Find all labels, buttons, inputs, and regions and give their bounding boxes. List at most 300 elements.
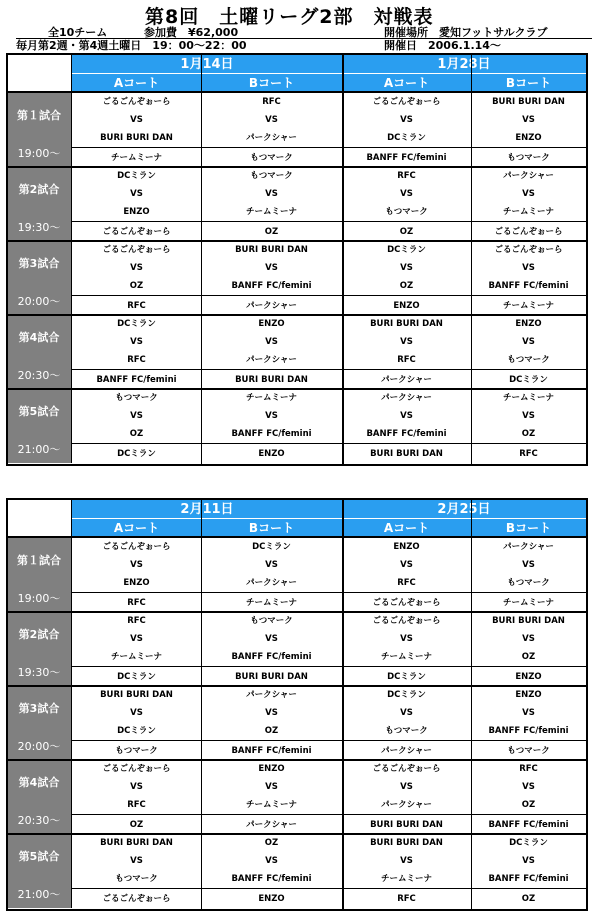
home-team: RFC bbox=[519, 764, 538, 774]
referee-team: パークシャー bbox=[246, 301, 297, 311]
date-header: 2月25日 bbox=[342, 500, 586, 519]
away-team: OZ bbox=[264, 726, 279, 736]
referee-team: ごるごんぞぉーら bbox=[494, 227, 563, 237]
referee-team: RFC bbox=[127, 598, 146, 608]
match-cell bbox=[342, 686, 471, 760]
away-team: パークシャー bbox=[246, 355, 297, 365]
home-team: BURI BURI DAN bbox=[370, 838, 443, 848]
cell-rule bbox=[201, 443, 342, 444]
vs-label: VS bbox=[400, 856, 413, 866]
away-team: チームミーナ bbox=[245, 800, 297, 810]
vs-label: VS bbox=[130, 856, 143, 866]
vs-label: VS bbox=[265, 634, 278, 644]
away-team: もつマーク bbox=[507, 355, 550, 365]
away-team: OZ bbox=[399, 281, 414, 291]
away-team: BANFF FC/femini bbox=[231, 281, 312, 291]
away-team: ENZO bbox=[123, 578, 150, 588]
match-cell bbox=[72, 612, 201, 686]
referee-team: チームミーナ bbox=[502, 301, 554, 311]
away-team: パークシャー bbox=[246, 578, 297, 588]
home-team: パークシャー bbox=[246, 690, 297, 700]
referee-team: DCミラン bbox=[387, 672, 426, 682]
home-team: ごるごんぞぉーら bbox=[102, 97, 171, 107]
referee-team: OZ bbox=[264, 227, 279, 237]
referee-team: RFC bbox=[127, 301, 146, 311]
cell-rule bbox=[201, 592, 342, 593]
away-team: BANFF FC/femini bbox=[366, 429, 447, 439]
referee-team: パークシャー bbox=[381, 375, 432, 385]
vs-label: VS bbox=[522, 782, 535, 792]
vs-label: VS bbox=[130, 782, 143, 792]
match-cell bbox=[201, 389, 342, 463]
cell-rule bbox=[72, 666, 201, 667]
cell-rule bbox=[471, 740, 586, 741]
row-separator bbox=[8, 314, 586, 316]
cell-rule bbox=[72, 369, 201, 370]
home-team: DCミラン bbox=[387, 245, 426, 255]
cell-rule bbox=[342, 221, 471, 222]
home-team: パークシャー bbox=[381, 393, 432, 403]
cell-rule bbox=[342, 740, 471, 741]
table-corner bbox=[8, 55, 72, 93]
cell-rule bbox=[342, 295, 471, 296]
match-slot-label bbox=[8, 241, 72, 315]
vs-label: VS bbox=[130, 634, 143, 644]
away-team: OZ bbox=[129, 429, 144, 439]
home-team: BURI BURI DAN bbox=[492, 97, 565, 107]
match-number: 第3試合 bbox=[18, 257, 60, 270]
vs-label: VS bbox=[265, 189, 278, 199]
away-team: もつマーク bbox=[507, 578, 550, 588]
away-team: OZ bbox=[521, 652, 536, 662]
cell-rule bbox=[342, 888, 471, 889]
home-team: DCミラン bbox=[387, 690, 426, 700]
page-title: 第8回 土曜リーグ2部 対戦表 bbox=[145, 6, 434, 28]
match-cell bbox=[201, 167, 342, 241]
match-time: 19:00～ bbox=[17, 147, 61, 160]
match-cell bbox=[342, 612, 471, 686]
referee-team: BANFF FC/femini bbox=[96, 375, 177, 385]
court-header: Bコート bbox=[471, 74, 586, 93]
match-cell bbox=[342, 760, 471, 834]
cell-rule bbox=[201, 147, 342, 148]
match-cell bbox=[72, 93, 201, 167]
home-team: ENZO bbox=[515, 319, 542, 329]
court-header: Aコート bbox=[72, 74, 201, 93]
away-team: BANFF FC/femini bbox=[488, 281, 569, 291]
match-time: 20:30～ bbox=[17, 369, 61, 382]
home-team: もつマーク bbox=[250, 171, 293, 181]
vs-label: VS bbox=[130, 411, 143, 421]
cell-rule bbox=[201, 888, 342, 889]
header-rule bbox=[16, 38, 334, 39]
vs-label: VS bbox=[265, 856, 278, 866]
match-time: 19:30～ bbox=[17, 221, 61, 234]
match-cell bbox=[201, 686, 342, 760]
home-team: パークシャー bbox=[503, 542, 554, 552]
home-team: チームミーナ bbox=[245, 393, 297, 403]
cell-rule bbox=[471, 666, 586, 667]
row-separator bbox=[8, 833, 586, 835]
cell-rule bbox=[471, 147, 586, 148]
row-separator bbox=[8, 685, 586, 687]
home-team: もつマーク bbox=[115, 393, 158, 403]
away-team: チームミーナ bbox=[380, 874, 432, 884]
match-cell bbox=[72, 834, 201, 908]
cell-rule bbox=[72, 295, 201, 296]
match-number: 第2試合 bbox=[18, 183, 60, 196]
away-team: ENZO bbox=[123, 207, 150, 217]
match-cell bbox=[471, 612, 586, 686]
cell-rule bbox=[471, 221, 586, 222]
home-team: DCミラン bbox=[509, 838, 548, 848]
away-team: RFC bbox=[397, 355, 416, 365]
row-separator bbox=[8, 388, 586, 390]
cell-rule bbox=[471, 369, 586, 370]
match-cell bbox=[471, 834, 586, 908]
referee-team: RFC bbox=[519, 449, 538, 459]
match-cell bbox=[201, 241, 342, 315]
vs-label: VS bbox=[400, 782, 413, 792]
match-cell bbox=[72, 315, 201, 389]
table-corner bbox=[8, 500, 72, 538]
date-header: 1月14日 bbox=[72, 55, 342, 74]
referee-team: OZ bbox=[399, 227, 414, 237]
cell-rule bbox=[72, 888, 201, 889]
vs-label: VS bbox=[265, 337, 278, 347]
column-separator bbox=[471, 55, 472, 464]
away-team: チームミーナ bbox=[380, 652, 432, 662]
match-cell bbox=[201, 834, 342, 908]
cell-rule bbox=[471, 888, 586, 889]
start-date-info: 開催日 2006.1.14～ bbox=[384, 39, 501, 52]
match-cell bbox=[72, 241, 201, 315]
vs-label: VS bbox=[265, 263, 278, 273]
match-cell bbox=[342, 315, 471, 389]
schedule-info: 毎月第2週・第4週土曜日 19：00～22：00 bbox=[16, 39, 247, 52]
referee-team: OZ bbox=[521, 894, 536, 904]
referee-team: DCミラン bbox=[117, 672, 156, 682]
match-time: 20:00～ bbox=[17, 295, 61, 308]
vs-label: VS bbox=[265, 115, 278, 125]
vs-label: VS bbox=[130, 708, 143, 718]
match-cell bbox=[342, 834, 471, 908]
cell-rule bbox=[72, 221, 201, 222]
match-number: 第4試合 bbox=[18, 331, 60, 344]
match-time: 21:00～ bbox=[17, 888, 61, 901]
vs-label: VS bbox=[400, 634, 413, 644]
court-header: Aコート bbox=[72, 519, 201, 538]
schedule-table-february bbox=[6, 498, 588, 911]
vs-label: VS bbox=[522, 708, 535, 718]
vs-label: VS bbox=[522, 856, 535, 866]
row-separator bbox=[8, 759, 586, 761]
away-team: OZ bbox=[521, 800, 536, 810]
cell-rule bbox=[201, 221, 342, 222]
vs-label: VS bbox=[130, 189, 143, 199]
referee-team: ENZO bbox=[258, 449, 285, 459]
home-team: ごるごんぞぉーら bbox=[102, 245, 171, 255]
vs-label: VS bbox=[265, 708, 278, 718]
away-team: BANFF FC/femini bbox=[231, 874, 312, 884]
referee-team: ごるごんぞぉーら bbox=[102, 227, 171, 237]
column-separator bbox=[342, 55, 344, 464]
home-team: DCミラン bbox=[117, 319, 156, 329]
referee-team: ENZO bbox=[393, 301, 420, 311]
cell-rule bbox=[471, 443, 586, 444]
match-cell bbox=[342, 93, 471, 167]
home-team: RFC bbox=[397, 171, 416, 181]
home-team: BURI BURI DAN bbox=[100, 838, 173, 848]
away-team: RFC bbox=[127, 355, 146, 365]
vs-label: VS bbox=[265, 560, 278, 570]
referee-team: もつマーク bbox=[507, 746, 550, 756]
match-slot-label bbox=[8, 93, 72, 167]
vs-label: VS bbox=[522, 115, 535, 125]
away-team: もつマーク bbox=[115, 874, 158, 884]
referee-team: パークシャー bbox=[246, 820, 297, 830]
cell-rule bbox=[72, 147, 201, 148]
away-team: もつマーク bbox=[385, 726, 428, 736]
away-team: DCミラン bbox=[387, 133, 426, 143]
referee-team: BANFF FC/femini bbox=[366, 153, 447, 163]
home-team: ごるごんぞぉーら bbox=[372, 764, 441, 774]
cell-rule bbox=[72, 814, 201, 815]
match-cell bbox=[471, 760, 586, 834]
away-team: パークシャー bbox=[246, 133, 297, 143]
away-team: BURI BURI DAN bbox=[100, 133, 173, 143]
away-team: OZ bbox=[521, 429, 536, 439]
match-cell bbox=[72, 538, 201, 612]
schedule-table-january bbox=[6, 53, 588, 466]
referee-team: ごるごんぞぉーら bbox=[102, 894, 171, 904]
match-cell bbox=[201, 538, 342, 612]
vs-label: VS bbox=[265, 411, 278, 421]
entry-fee: 参加費 ¥62,000 bbox=[144, 26, 239, 39]
match-cell bbox=[72, 760, 201, 834]
vs-label: VS bbox=[522, 263, 535, 273]
referee-team: DCミラン bbox=[117, 449, 156, 459]
home-team: チームミーナ bbox=[502, 393, 554, 403]
referee-team: OZ bbox=[129, 820, 144, 830]
match-cell bbox=[201, 760, 342, 834]
home-team: パークシャー bbox=[503, 171, 554, 181]
home-team: ごるごんぞぉーら bbox=[372, 97, 441, 107]
referee-team: RFC bbox=[397, 894, 416, 904]
match-cell bbox=[471, 167, 586, 241]
away-team: OZ bbox=[129, 281, 144, 291]
away-team: パークシャー bbox=[381, 800, 432, 810]
home-team: BURI BURI DAN bbox=[370, 319, 443, 329]
match-slot-label bbox=[8, 612, 72, 686]
cell-rule bbox=[342, 666, 471, 667]
match-cell bbox=[201, 612, 342, 686]
match-cell bbox=[342, 389, 471, 463]
home-team: ENZO bbox=[258, 319, 285, 329]
home-team: ENZO bbox=[393, 542, 420, 552]
referee-team: ENZO bbox=[258, 894, 285, 904]
referee-team: BANFF FC/femini bbox=[488, 820, 569, 830]
referee-team: チームミーナ bbox=[245, 598, 297, 608]
vs-label: VS bbox=[522, 411, 535, 421]
home-team: ごるごんぞぉーら bbox=[494, 245, 563, 255]
match-time: 20:30～ bbox=[17, 814, 61, 827]
cell-rule bbox=[72, 443, 201, 444]
cell-rule bbox=[471, 592, 586, 593]
home-team: DCミラン bbox=[117, 171, 156, 181]
vs-label: VS bbox=[522, 634, 535, 644]
match-number: 第１試合 bbox=[17, 109, 61, 122]
match-cell bbox=[201, 315, 342, 389]
vs-label: VS bbox=[400, 411, 413, 421]
vs-label: VS bbox=[400, 560, 413, 570]
vs-label: VS bbox=[522, 560, 535, 570]
away-team: チームミーナ bbox=[110, 652, 162, 662]
referee-team: BURI BURI DAN bbox=[370, 449, 443, 459]
row-separator bbox=[8, 166, 586, 168]
home-team: ENZO bbox=[515, 690, 542, 700]
match-slot-label bbox=[8, 760, 72, 834]
cell-rule bbox=[201, 666, 342, 667]
cell-rule bbox=[201, 814, 342, 815]
cell-rule bbox=[342, 147, 471, 148]
away-team: ENZO bbox=[515, 133, 542, 143]
referee-team: BURI BURI DAN bbox=[235, 375, 308, 385]
match-cell bbox=[471, 241, 586, 315]
cell-rule bbox=[201, 740, 342, 741]
home-team: RFC bbox=[127, 616, 146, 626]
cell-rule bbox=[471, 295, 586, 296]
vs-label: VS bbox=[130, 263, 143, 273]
match-cell bbox=[471, 93, 586, 167]
court-header: Aコート bbox=[342, 74, 471, 93]
column-separator bbox=[201, 500, 202, 909]
cell-rule bbox=[342, 369, 471, 370]
match-number: 第3試合 bbox=[18, 702, 60, 715]
date-header: 1月28日 bbox=[342, 55, 586, 74]
match-cell bbox=[72, 686, 201, 760]
column-separator bbox=[342, 500, 344, 909]
cell-rule bbox=[342, 443, 471, 444]
cell-rule bbox=[201, 369, 342, 370]
match-slot-label bbox=[8, 686, 72, 760]
column-separator bbox=[471, 500, 472, 909]
home-team: ENZO bbox=[258, 764, 285, 774]
home-team: BURI BURI DAN bbox=[235, 245, 308, 255]
away-team: RFC bbox=[397, 578, 416, 588]
match-slot-label bbox=[8, 538, 72, 612]
away-team: RFC bbox=[127, 800, 146, 810]
vs-label: VS bbox=[130, 337, 143, 347]
away-team: BANFF FC/femini bbox=[231, 652, 312, 662]
cell-rule bbox=[72, 592, 201, 593]
away-team: チームミーナ bbox=[245, 207, 297, 217]
court-header: Bコート bbox=[201, 519, 342, 538]
cell-rule bbox=[471, 814, 586, 815]
away-team: BANFF FC/femini bbox=[488, 726, 569, 736]
referee-team: ENZO bbox=[515, 672, 542, 682]
referee-team: BURI BURI DAN bbox=[370, 820, 443, 830]
referee-team: もつマーク bbox=[507, 153, 550, 163]
date-header: 2月11日 bbox=[72, 500, 342, 519]
vs-label: VS bbox=[522, 189, 535, 199]
match-number: 第１試合 bbox=[17, 554, 61, 567]
match-cell bbox=[342, 538, 471, 612]
vs-label: VS bbox=[400, 337, 413, 347]
vs-label: VS bbox=[265, 782, 278, 792]
team-count: 全10チーム bbox=[48, 26, 108, 39]
match-cell bbox=[72, 167, 201, 241]
venue-info: 開催場所 愛知フットサルクラブ bbox=[384, 26, 548, 39]
match-cell bbox=[471, 538, 586, 612]
cell-rule bbox=[342, 814, 471, 815]
match-number: 第4試合 bbox=[18, 776, 60, 789]
home-team: OZ bbox=[264, 838, 279, 848]
home-team: DCミラン bbox=[252, 542, 291, 552]
away-team: DCミラン bbox=[117, 726, 156, 736]
home-team: RFC bbox=[262, 97, 281, 107]
match-time: 20:00～ bbox=[17, 740, 61, 753]
match-number: 第5試合 bbox=[18, 405, 60, 418]
match-cell bbox=[72, 389, 201, 463]
home-team: ごるごんぞぉーら bbox=[102, 764, 171, 774]
vs-label: VS bbox=[400, 189, 413, 199]
court-header: Bコート bbox=[201, 74, 342, 93]
match-slot-label bbox=[8, 167, 72, 241]
referee-team: チームミーナ bbox=[110, 153, 162, 163]
match-slot-label bbox=[8, 389, 72, 463]
match-cell bbox=[201, 93, 342, 167]
row-separator bbox=[8, 611, 586, 613]
referee-team: もつマーク bbox=[115, 746, 158, 756]
match-cell bbox=[471, 315, 586, 389]
row-separator bbox=[8, 240, 586, 242]
court-header: Bコート bbox=[471, 519, 586, 538]
away-team: もつマーク bbox=[385, 207, 428, 217]
page-header bbox=[0, 0, 603, 52]
court-header: Aコート bbox=[342, 519, 471, 538]
referee-team: パークシャー bbox=[381, 746, 432, 756]
match-cell bbox=[342, 167, 471, 241]
match-slot-label bbox=[8, 834, 72, 908]
referee-team: BURI BURI DAN bbox=[235, 672, 308, 682]
away-team: チームミーナ bbox=[502, 207, 554, 217]
home-team: もつマーク bbox=[250, 616, 293, 626]
cell-rule bbox=[72, 740, 201, 741]
match-cell bbox=[471, 686, 586, 760]
away-team: BANFF FC/femini bbox=[231, 429, 312, 439]
vs-label: VS bbox=[130, 115, 143, 125]
referee-team: DCミラン bbox=[509, 375, 548, 385]
vs-label: VS bbox=[522, 337, 535, 347]
home-team: BURI BURI DAN bbox=[100, 690, 173, 700]
match-time: 19:00～ bbox=[17, 592, 61, 605]
vs-label: VS bbox=[130, 560, 143, 570]
match-slot-label bbox=[8, 315, 72, 389]
home-team: BURI BURI DAN bbox=[492, 616, 565, 626]
referee-team: ごるごんぞぉーら bbox=[372, 598, 441, 608]
match-cell bbox=[471, 389, 586, 463]
away-team: BANFF FC/femini bbox=[488, 874, 569, 884]
vs-label: VS bbox=[400, 263, 413, 273]
header-rule-right bbox=[334, 38, 592, 39]
home-team: ごるごんぞぉーら bbox=[372, 616, 441, 626]
match-number: 第2試合 bbox=[18, 628, 60, 641]
cell-rule bbox=[201, 295, 342, 296]
referee-team: BANFF FC/femini bbox=[231, 746, 312, 756]
match-number: 第5試合 bbox=[18, 850, 60, 863]
match-time: 19:30～ bbox=[17, 666, 61, 679]
